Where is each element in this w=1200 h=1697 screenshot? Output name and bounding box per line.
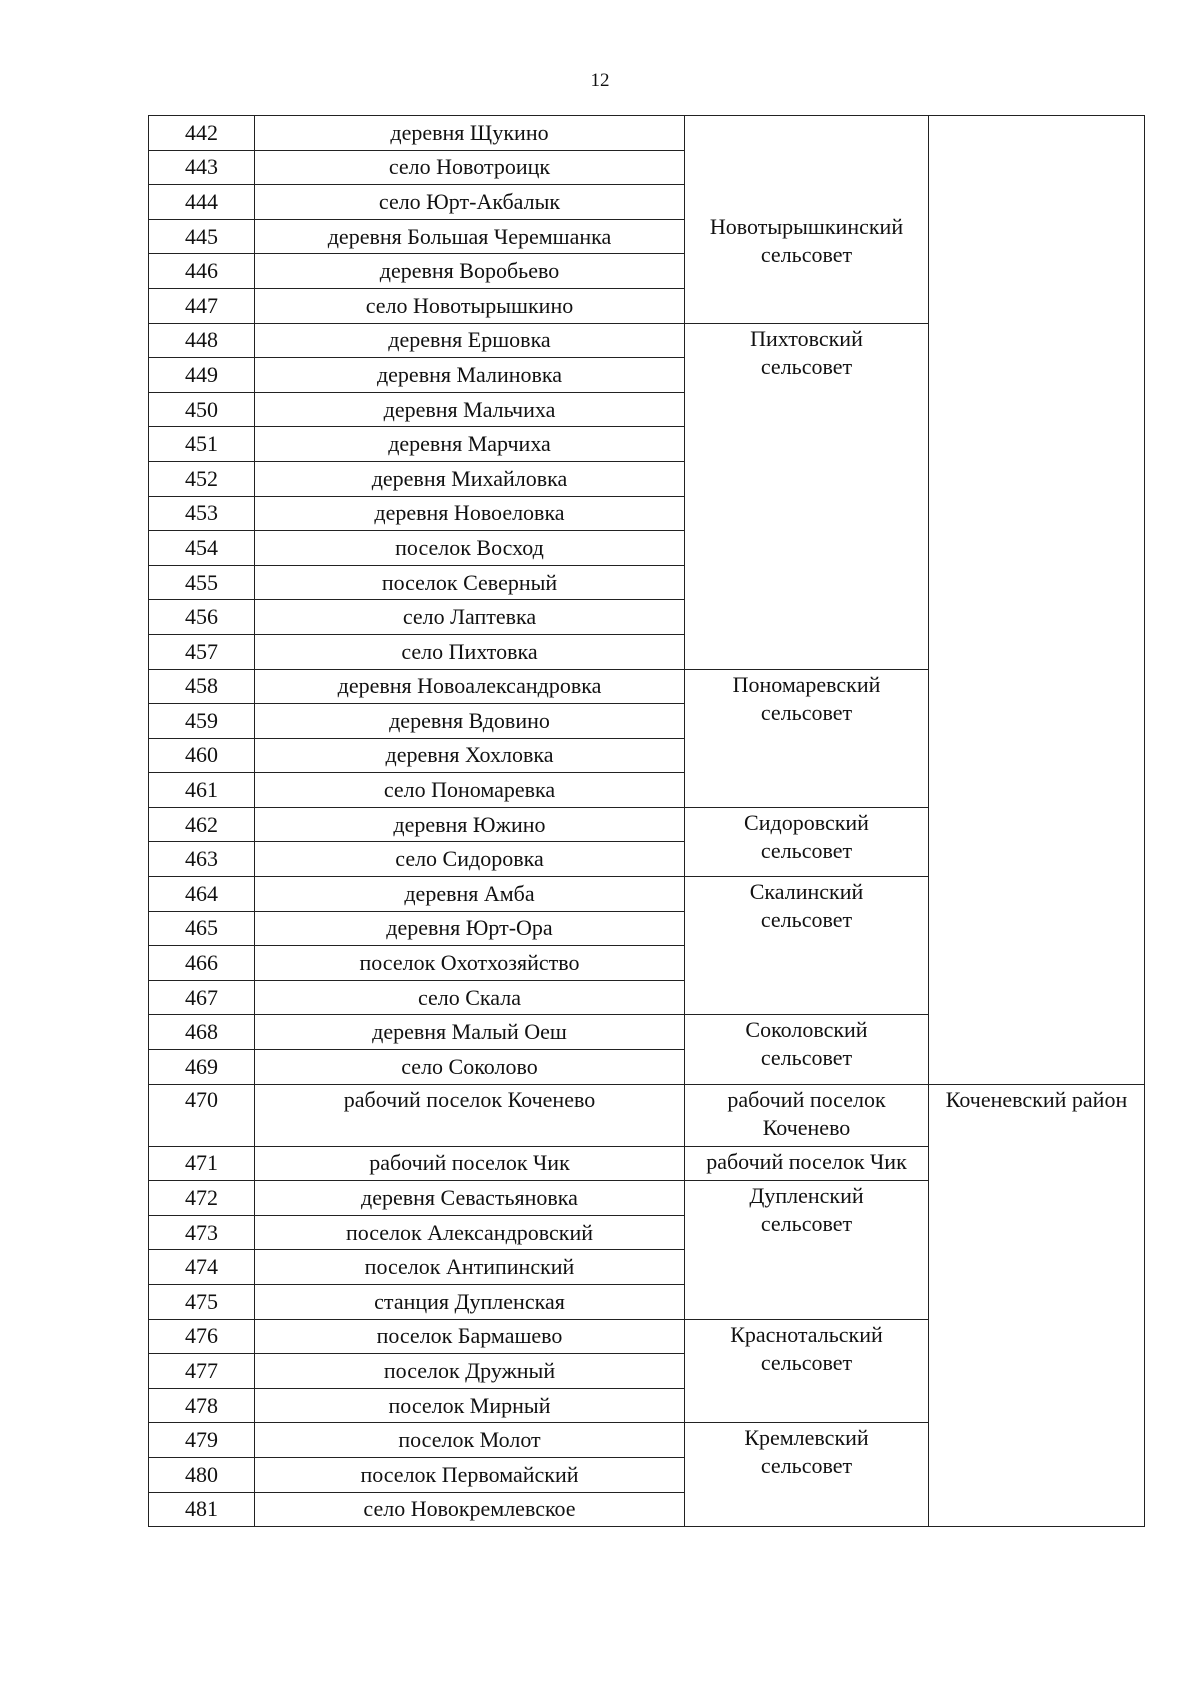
council-type: сельсовет (760, 1453, 853, 1479)
council-name: Сидоровский (744, 809, 869, 835)
row-number: 474 (149, 1250, 255, 1285)
settlement-name: поселок Молот (255, 1423, 685, 1458)
settlement-name: поселок Восход (255, 531, 685, 566)
council-name: Кремлевский (744, 1425, 869, 1451)
council-name: Скалинский (749, 879, 864, 905)
council-cell (685, 1015, 929, 1084)
settlement-name: деревня Севастьяновка (255, 1181, 685, 1216)
settlement-name: деревня Ершовка (255, 323, 685, 358)
row-number: 453 (149, 496, 255, 531)
settlement-name: деревня Мальчиха (255, 392, 685, 427)
row-number: 475 (149, 1285, 255, 1320)
row-number: 464 (149, 877, 255, 912)
council-name: Пихтовский (750, 325, 863, 351)
table-row (149, 1084, 1145, 1146)
settlement-name: поселок Северный (255, 565, 685, 600)
row-number: 468 (149, 1015, 255, 1050)
settlement-name: деревня Михайловка (255, 461, 685, 496)
row-number: 450 (149, 392, 255, 427)
council-name: Новотырышкинский (709, 214, 904, 239)
settlement-name: деревня Воробьево (255, 254, 685, 289)
council-cell (685, 1319, 929, 1423)
council-name: Пономаревский (732, 671, 881, 697)
district-name: Коченевский район (945, 1086, 1128, 1112)
row-number: 459 (149, 704, 255, 739)
settlement-name: село Юрт-Акбалык (255, 185, 685, 220)
council-type: сельсовет (760, 1211, 853, 1237)
district-cell (929, 1084, 1145, 1527)
council-type: сельсовет (760, 907, 853, 933)
row-number: 480 (149, 1457, 255, 1492)
row-number: 442 (149, 116, 255, 151)
settlement-name: село Пономаревка (255, 773, 685, 808)
settlement-name: поселок Дружный (255, 1354, 685, 1389)
settlement-name: поселок Антипинский (255, 1250, 685, 1285)
row-number: 472 (149, 1181, 255, 1216)
council-cell (685, 1146, 929, 1181)
council-type: сельсовет (760, 699, 853, 725)
council-type: сельсовет (760, 1349, 853, 1375)
row-number: 455 (149, 565, 255, 600)
council-type: сельсовет (760, 353, 853, 379)
row-number: 478 (149, 1388, 255, 1423)
council-name: Соколовский (745, 1017, 868, 1043)
settlement-name: рабочий поселок Чик (255, 1146, 685, 1181)
settlement-name: поселок Первомайский (255, 1457, 685, 1492)
settlement-name: поселок Охотхозяйство (255, 946, 685, 981)
row-number: 473 (149, 1215, 255, 1250)
settlement-name: село Скала (255, 980, 685, 1015)
settlement-name: деревня Вдовино (255, 704, 685, 739)
council-type: сельсовет (760, 242, 853, 267)
row-number: 443 (149, 150, 255, 185)
row-number: 470 (149, 1084, 255, 1146)
row-number: 467 (149, 980, 255, 1015)
row-number: 477 (149, 1354, 255, 1389)
council-cell (685, 1181, 929, 1319)
page-number: 12 (590, 70, 610, 91)
council-cell (685, 669, 929, 807)
row-number: 461 (149, 773, 255, 808)
settlement-name: село Сидоровка (255, 842, 685, 877)
council-name: Краснотальский (730, 1321, 883, 1347)
row-number: 463 (149, 842, 255, 877)
council-type: сельсовет (760, 1045, 853, 1071)
settlements-table (148, 115, 1145, 1527)
settlement-name: деревня Хохловка (255, 738, 685, 773)
table-row (149, 116, 1145, 151)
settlement-name: рабочий поселок Коченево (255, 1084, 685, 1146)
settlement-name: деревня Большая Черемшанка (255, 219, 685, 254)
council-name: Дупленский (749, 1183, 864, 1209)
row-number: 481 (149, 1492, 255, 1527)
settlement-name: деревня Юрт-Ора (255, 911, 685, 946)
row-number: 454 (149, 531, 255, 566)
council-type: сельсовет (760, 837, 853, 863)
row-number: 452 (149, 461, 255, 496)
settlement-name: станция Дупленская (255, 1285, 685, 1320)
settlement-name: деревня Новоеловка (255, 496, 685, 531)
settlement-name: деревня Новоалександровка (255, 669, 685, 704)
row-number: 446 (149, 254, 255, 289)
row-number: 445 (149, 219, 255, 254)
settlement-name: деревня Амба (255, 877, 685, 912)
row-number: 465 (149, 911, 255, 946)
council-name: рабочий поселок (727, 1086, 886, 1112)
row-number: 479 (149, 1423, 255, 1458)
row-number: 457 (149, 634, 255, 669)
row-number: 458 (149, 669, 255, 704)
settlement-name: поселок Мирный (255, 1388, 685, 1423)
council-cell (685, 323, 929, 669)
row-number: 456 (149, 600, 255, 635)
settlement-name: село Новотроицк (255, 150, 685, 185)
row-number: 476 (149, 1319, 255, 1354)
settlement-name: село Новокремлевское (255, 1492, 685, 1527)
settlement-name: село Лаптевка (255, 600, 685, 635)
row-number: 447 (149, 288, 255, 323)
row-number: 460 (149, 738, 255, 773)
council-cell (685, 807, 929, 876)
council-cell (685, 1423, 929, 1527)
district-cell (929, 116, 1145, 1085)
row-number: 471 (149, 1146, 255, 1181)
settlement-name: деревня Малый Оеш (255, 1015, 685, 1050)
council-cell (685, 1084, 929, 1146)
settlement-name: деревня Южино (255, 807, 685, 842)
settlement-name: поселок Александровский (255, 1215, 685, 1250)
settlement-name: поселок Бармашево (255, 1319, 685, 1354)
row-number: 448 (149, 323, 255, 358)
row-number: 451 (149, 427, 255, 462)
council-type: Коченево (762, 1114, 851, 1140)
settlement-name: село Соколово (255, 1050, 685, 1085)
row-number: 449 (149, 358, 255, 393)
row-number: 444 (149, 185, 255, 220)
settlement-name: деревня Малиновка (255, 358, 685, 393)
council-cell (685, 116, 929, 324)
row-number: 462 (149, 807, 255, 842)
settlement-name: село Пихтовка (255, 634, 685, 669)
settlement-name: село Новотырышкино (255, 288, 685, 323)
row-number: 469 (149, 1050, 255, 1085)
settlement-name: деревня Марчиха (255, 427, 685, 462)
council-cell (685, 877, 929, 1015)
settlement-name: деревня Щукино (255, 116, 685, 151)
row-number: 466 (149, 946, 255, 981)
council-name: рабочий поселок Чик (706, 1148, 907, 1174)
